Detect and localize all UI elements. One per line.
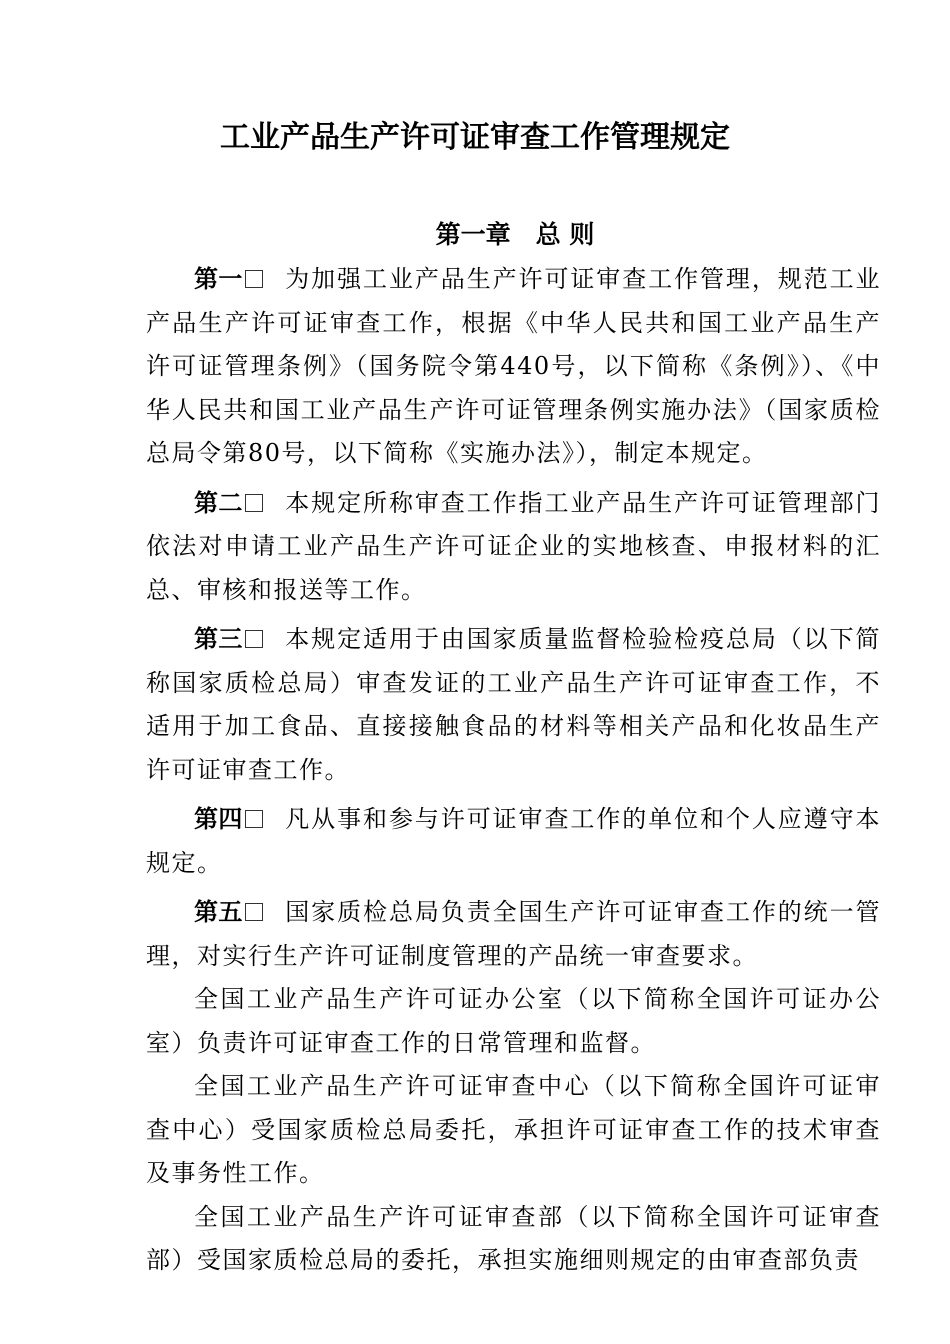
article-label: 第五 [194,898,243,926]
paragraph-text: 本规定所称审查工作指工业产品生产许可证管理部门依法对申请工业产品生产许可证企业的实地核查、申报材料的汇总、审核和报送等工作。 [146,488,882,604]
paragraph-text: 本规定适用于由国家质量监督检验检疫总局（以下简称国家质检总局）审查发证的工业产品生产许可证审查工作，不适用于加工食品、直接接触食品的材料等相关产品和化妆品生产许可证审查工作。 [146,625,882,784]
missing-glyph-icon [245,494,263,512]
paragraph [146,978,881,1065]
article-paragraph [146,798,881,885]
article-label: 第四 [194,805,243,833]
article-label: 第二 [194,488,243,517]
paragraph-text: 全国工业产品生产许可证审查中心（以下简称全国许可证审查中心）受国家质检总局委托，承担许可证审查工作的技术审查及事务性工作。 [146,1072,881,1187]
document-body [146,258,881,1283]
article-paragraph [146,891,881,978]
article-paragraph [146,482,881,613]
missing-glyph-icon [245,903,263,921]
paragraph-text: 为加强工业产品生产许可证审查工作管理，规范工业产品生产许可证审查工作，根据《中华人民共和国工业产品生产许可证管理条例》（国务院令第440号，以下简称《条例》）、《中华人民共和国工业产品生产许可证管理条例实施办法》（国家质检总局令第80号，以下简称《实施办法》），制定本规定。 [146,265,882,467]
paragraph [146,1196,881,1283]
paragraph-text: 全国工业产品生产许可证审查部（以下简称全国许可证审查部）受国家质检总局的委托，承担实施细则规定的由审查部负责 [146,1202,881,1274]
document-title: 工业产品生产许可证审查工作管理规定 [220,120,730,155]
paragraph-text: 全国工业产品生产许可证办公室（以下简称全国许可证办公室）负责许可证审查工作的日常管理和监督。 [146,985,881,1057]
chapter-heading: 第一章 总 则 [435,220,595,249]
article-label: 第三 [194,625,243,653]
paragraph-text: 凡从事和参与许可证审查工作的单位和个人应遵守本规定。 [146,805,882,877]
missing-glyph-icon [245,810,263,828]
article-paragraph [146,618,881,792]
article-label: 第一 [194,265,243,293]
missing-glyph-icon [245,270,263,288]
paragraph-text: 国家质检总局负责全国生产许可证审查工作的统一管理，对实行生产许可证制度管理的产品统一审查要求。 [146,898,882,970]
paragraph [146,1065,881,1196]
missing-glyph-icon [245,630,263,648]
article-paragraph [146,258,881,476]
